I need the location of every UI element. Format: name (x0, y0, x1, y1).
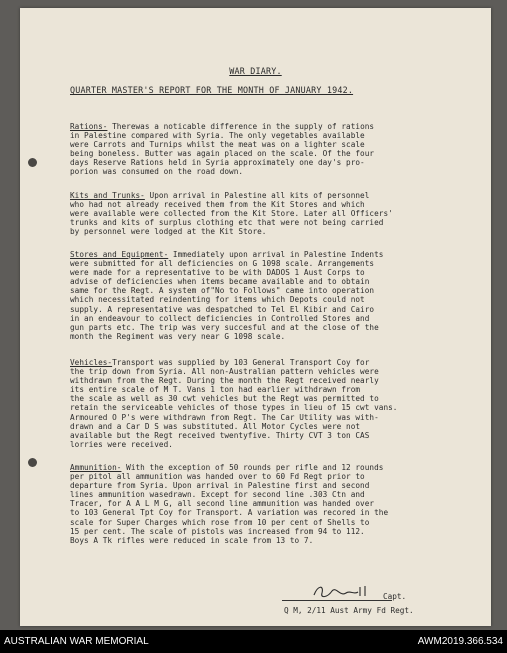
paragraph-heading: Ammunition- (70, 463, 122, 472)
text-line: its entire scale of M T. Vans 1 ton had earlier withdrawn from (70, 385, 361, 395)
text-line: who had not already received them from the Kit Stores and which (70, 200, 365, 210)
text-line: the trip down from Syria. All non-Australian pattern vehicles were (70, 367, 379, 377)
paragraph-stores-and-equipment (70, 250, 482, 341)
footer-accession-number: AWM2019.366.534 (417, 636, 503, 647)
paragraph-text: Transport was supplied by 103 General Transport Coy for (112, 358, 370, 367)
text-line: advise of deficiencies when items became available and to obtain (70, 277, 370, 287)
signature-rank: Capt. (383, 592, 407, 601)
text-line: per pitol all ammunition was handed over to 60 Fd Regt prior to (70, 472, 365, 482)
text-line: were Carrots and Turnips whilst the meat was on a lighter scale (70, 140, 365, 150)
paragraph-heading: Stores and Equipment- (70, 250, 169, 259)
paragraph-rations (70, 122, 482, 177)
paragraph-text: Upon arrival in Palestine all kits of personnel (144, 191, 370, 200)
paragraph-heading: Rations- (70, 122, 108, 131)
paragraph-kits-and-trunks (70, 191, 482, 236)
paragraph-heading: Kits and Trunks- (70, 191, 145, 200)
document-subtitle: QUARTER MASTER'S REPORT FOR THE MONTH OF JANUARY 1942. (70, 85, 354, 95)
text-line (70, 122, 482, 131)
paragraph-text: Immediately upon arrival in Palestine Indents (168, 250, 384, 259)
text-line: to 103 General Tpt Coy for Transport. A variation was recored in the (70, 508, 389, 518)
text-line: days Reserve Rations held in Syria approximately one day's pro- (70, 158, 365, 168)
document-title: WAR DIARY. (229, 66, 282, 76)
text-line: in an endeavour to collect deficiencies in Controlled Stores and (70, 313, 370, 323)
signature-line (282, 600, 392, 601)
text-line: scale for Super Charges which rose from 10 per cent of Shells to (70, 517, 370, 527)
document-page (20, 8, 491, 626)
text-line: the scale as well as 30 cwt vehicles but the Regt was permitted to (70, 394, 379, 404)
handwritten-signature (310, 583, 380, 601)
text-line: Boys A Tk rifles were reduced in scale from 13 to 7. (70, 535, 314, 545)
text-line: which necessitated reindenting for items which Depots could not (70, 295, 365, 305)
text-line: were submitted for all deficiencies on G 1098 scale. Arrangements (70, 259, 375, 269)
text-line: supply. A representative was despatched to Tel El Kibir and Cairo (70, 304, 375, 314)
text-line: porion was consumed on the road down. (70, 167, 244, 177)
text-line: were made for a representative to be with DADOS 1 Aust Corps to (70, 268, 365, 278)
text-line: month the Regiment was very near G 1098 scale. (70, 331, 286, 341)
text-line: gun parts etc. The trip was very succesful and at the close of the (70, 322, 379, 332)
paragraph-text: With the exception of 50 rounds per rifle and 12 rounds (121, 463, 384, 472)
signature-unit: Q M, 2/11 Aust Army Fd Regt. (284, 606, 414, 615)
punch-hole (28, 158, 37, 167)
text-line: were available were collected from the Kit Store. Later all Officers' (70, 209, 393, 219)
paragraph-vehicles (70, 358, 482, 449)
text-line: 15 per cent. The scale of pistols was increased from 94 to 112. (70, 526, 365, 536)
footer-institution: AUSTRALIAN WAR MEMORIAL (4, 636, 149, 647)
text-line: Armoured O P's were withdrawn from Regt. The Car Utility was with- (70, 412, 379, 422)
text-line: in Palestine compared with Syria. The only vegetables available (70, 131, 365, 141)
text-line: departure from Syria. Upon arrival in Palestine first and second (70, 481, 370, 491)
archive-footer (0, 630, 507, 653)
text-line: retain the serviceable vehicles of those types in lieu of 15 cwt vans. (70, 403, 398, 413)
paragraph-text: Therewas a noticable difference in the supply of rations (107, 122, 375, 131)
text-line: by personnel were lodged at the Kit Store. (70, 227, 267, 237)
text-line (70, 358, 482, 367)
text-line (70, 250, 482, 259)
text-line: trunks and kits of surplus clothing etc that were not being carried (70, 218, 384, 228)
text-line: same for the Regt. A system of"No to Follows" came into operation (70, 286, 375, 296)
text-line (70, 463, 482, 472)
text-line: Tracer, for A A L M G, all second line ammunition was handed over (70, 499, 375, 509)
text-line: available but the Regt received twentyfive. Thirty CVT 3 ton CAS (70, 430, 370, 440)
text-line (70, 191, 482, 200)
text-line: lines ammunition wasedrawn. Except for second line .303 Ctn and (70, 490, 365, 500)
text-line: drawn and a Car D S was substituted. All Motor Cycles were not (70, 421, 361, 431)
punch-hole (28, 458, 37, 467)
paragraph-ammunition (70, 463, 482, 545)
text-line: being boneless. Butter was again placed on the scale. Of the four (70, 149, 375, 159)
paragraph-heading: Vehicles- (70, 358, 113, 367)
text-line: withdrawn from the Regt. During the month the Regt received nearly (70, 376, 379, 386)
text-line: lorries were received. (70, 439, 173, 449)
